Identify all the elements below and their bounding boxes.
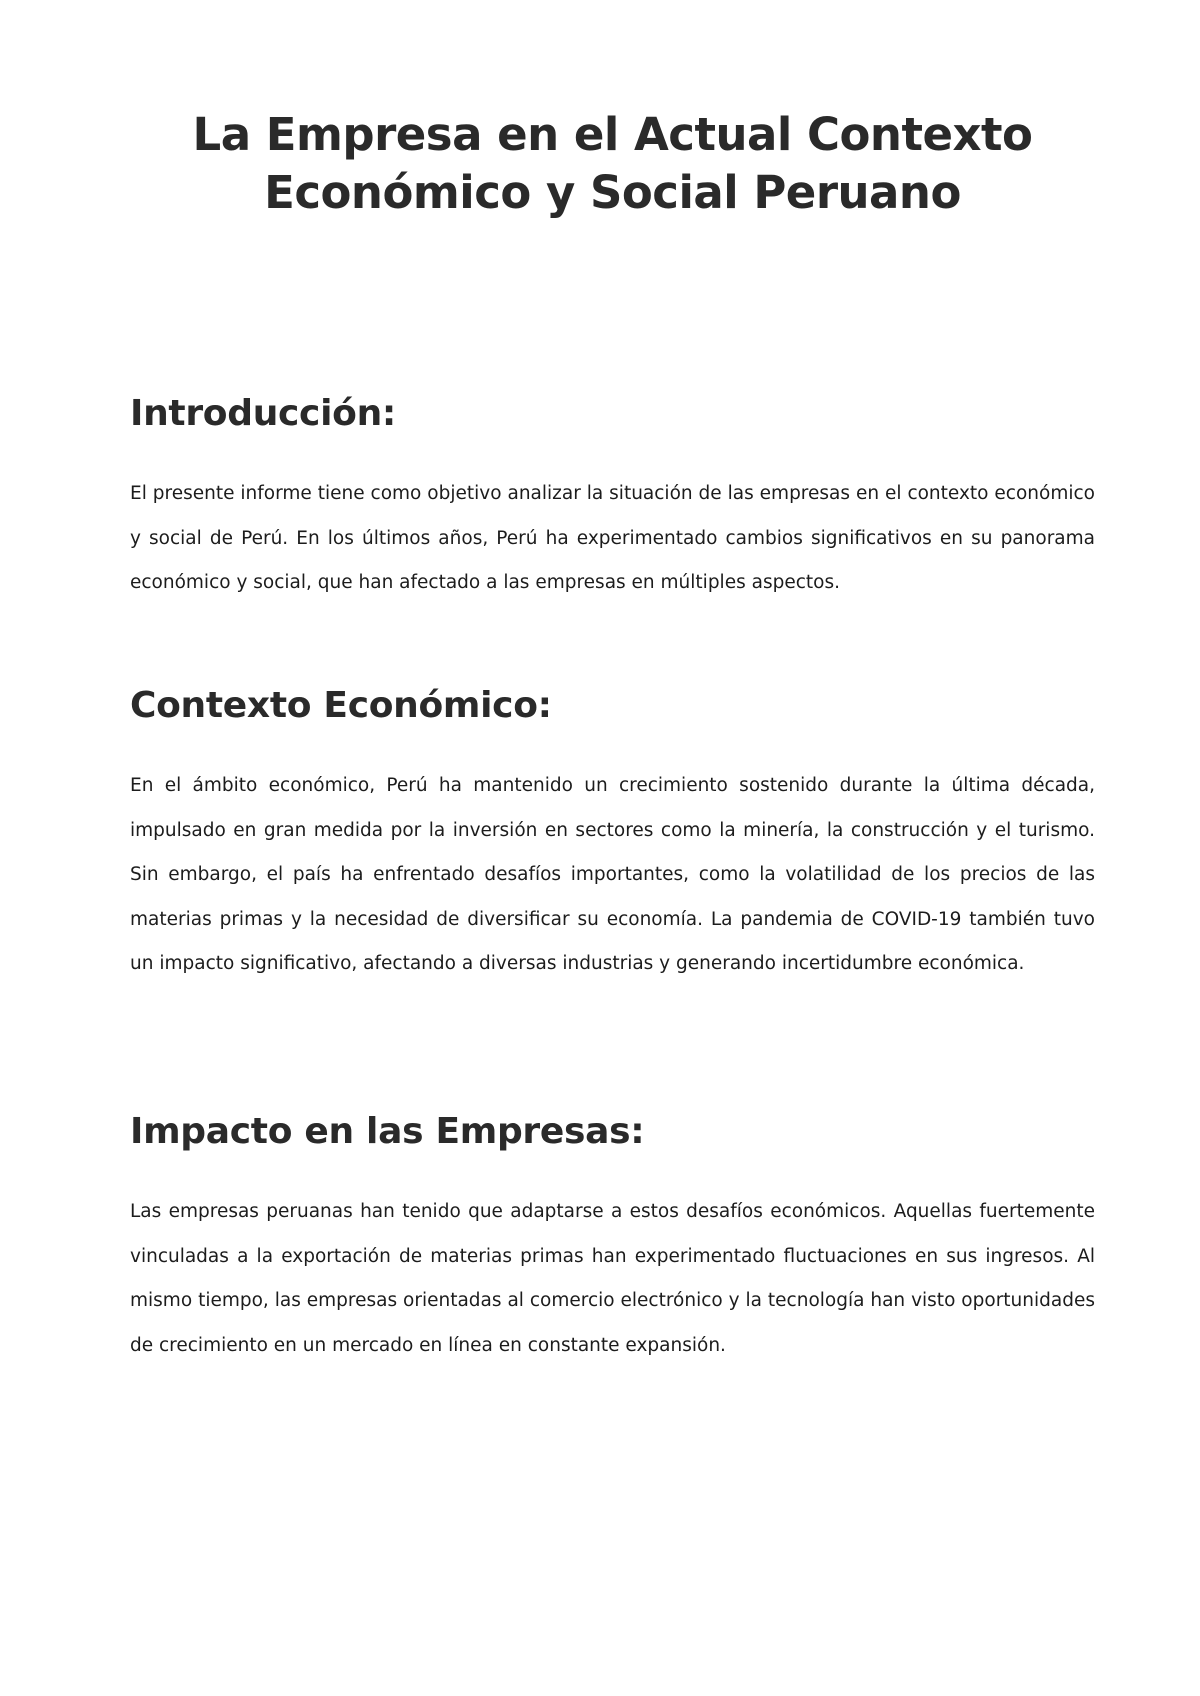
section-heading: Impacto en las Empresas: bbox=[130, 1111, 645, 1152]
section-paragraph: Las empresas peruanas han tenido que adaptarse a estos desafíos económicos. Aquellas fuertemente vinculadas a la exportación de materias primas han experimentado fluctuaciones en sus ingresos. Al mismo tiempo, las empresas orientadas al comercio electrónico y la tecnología han visto oportunidades de crecimiento en un mercado en línea en constante expansión. bbox=[130, 1201, 1095, 1356]
section-paragraph: El presente informe tiene como objetivo analizar la situación de las empresas en el contexto económico y social de Perú. En los últimos años, Perú ha experimentado cambios significativos en su panorama económico y social, que han afectado a las empresas en múltiples aspectos. bbox=[130, 483, 1095, 593]
section-heading: Introducción: bbox=[130, 393, 396, 434]
section-paragraph: En el ámbito económico, Perú ha mantenido un crecimiento sostenido durante la última década, impulsado en gran medida por la inversión en sectores como la minería, la construcción y el turismo. Sin embargo, el país ha enfrentado desafíos importantes, como la volatilidad de los precios de las materias primas y la necesidad de diversificar su economía. La pandemia de COVID-19 también tuvo un impacto significativo, afectando a diversas industrias y generando incertidumbre económica. bbox=[130, 775, 1095, 974]
section-heading: Contexto Económico: bbox=[130, 685, 552, 726]
section-impacto-empresas bbox=[130, 1110, 1095, 1368]
document-title: La Empresa en el Actual Contexto Económico y Social Peruano bbox=[192, 108, 1033, 219]
section-contexto-economico bbox=[130, 684, 1095, 987]
section-introduccion bbox=[130, 392, 1095, 606]
